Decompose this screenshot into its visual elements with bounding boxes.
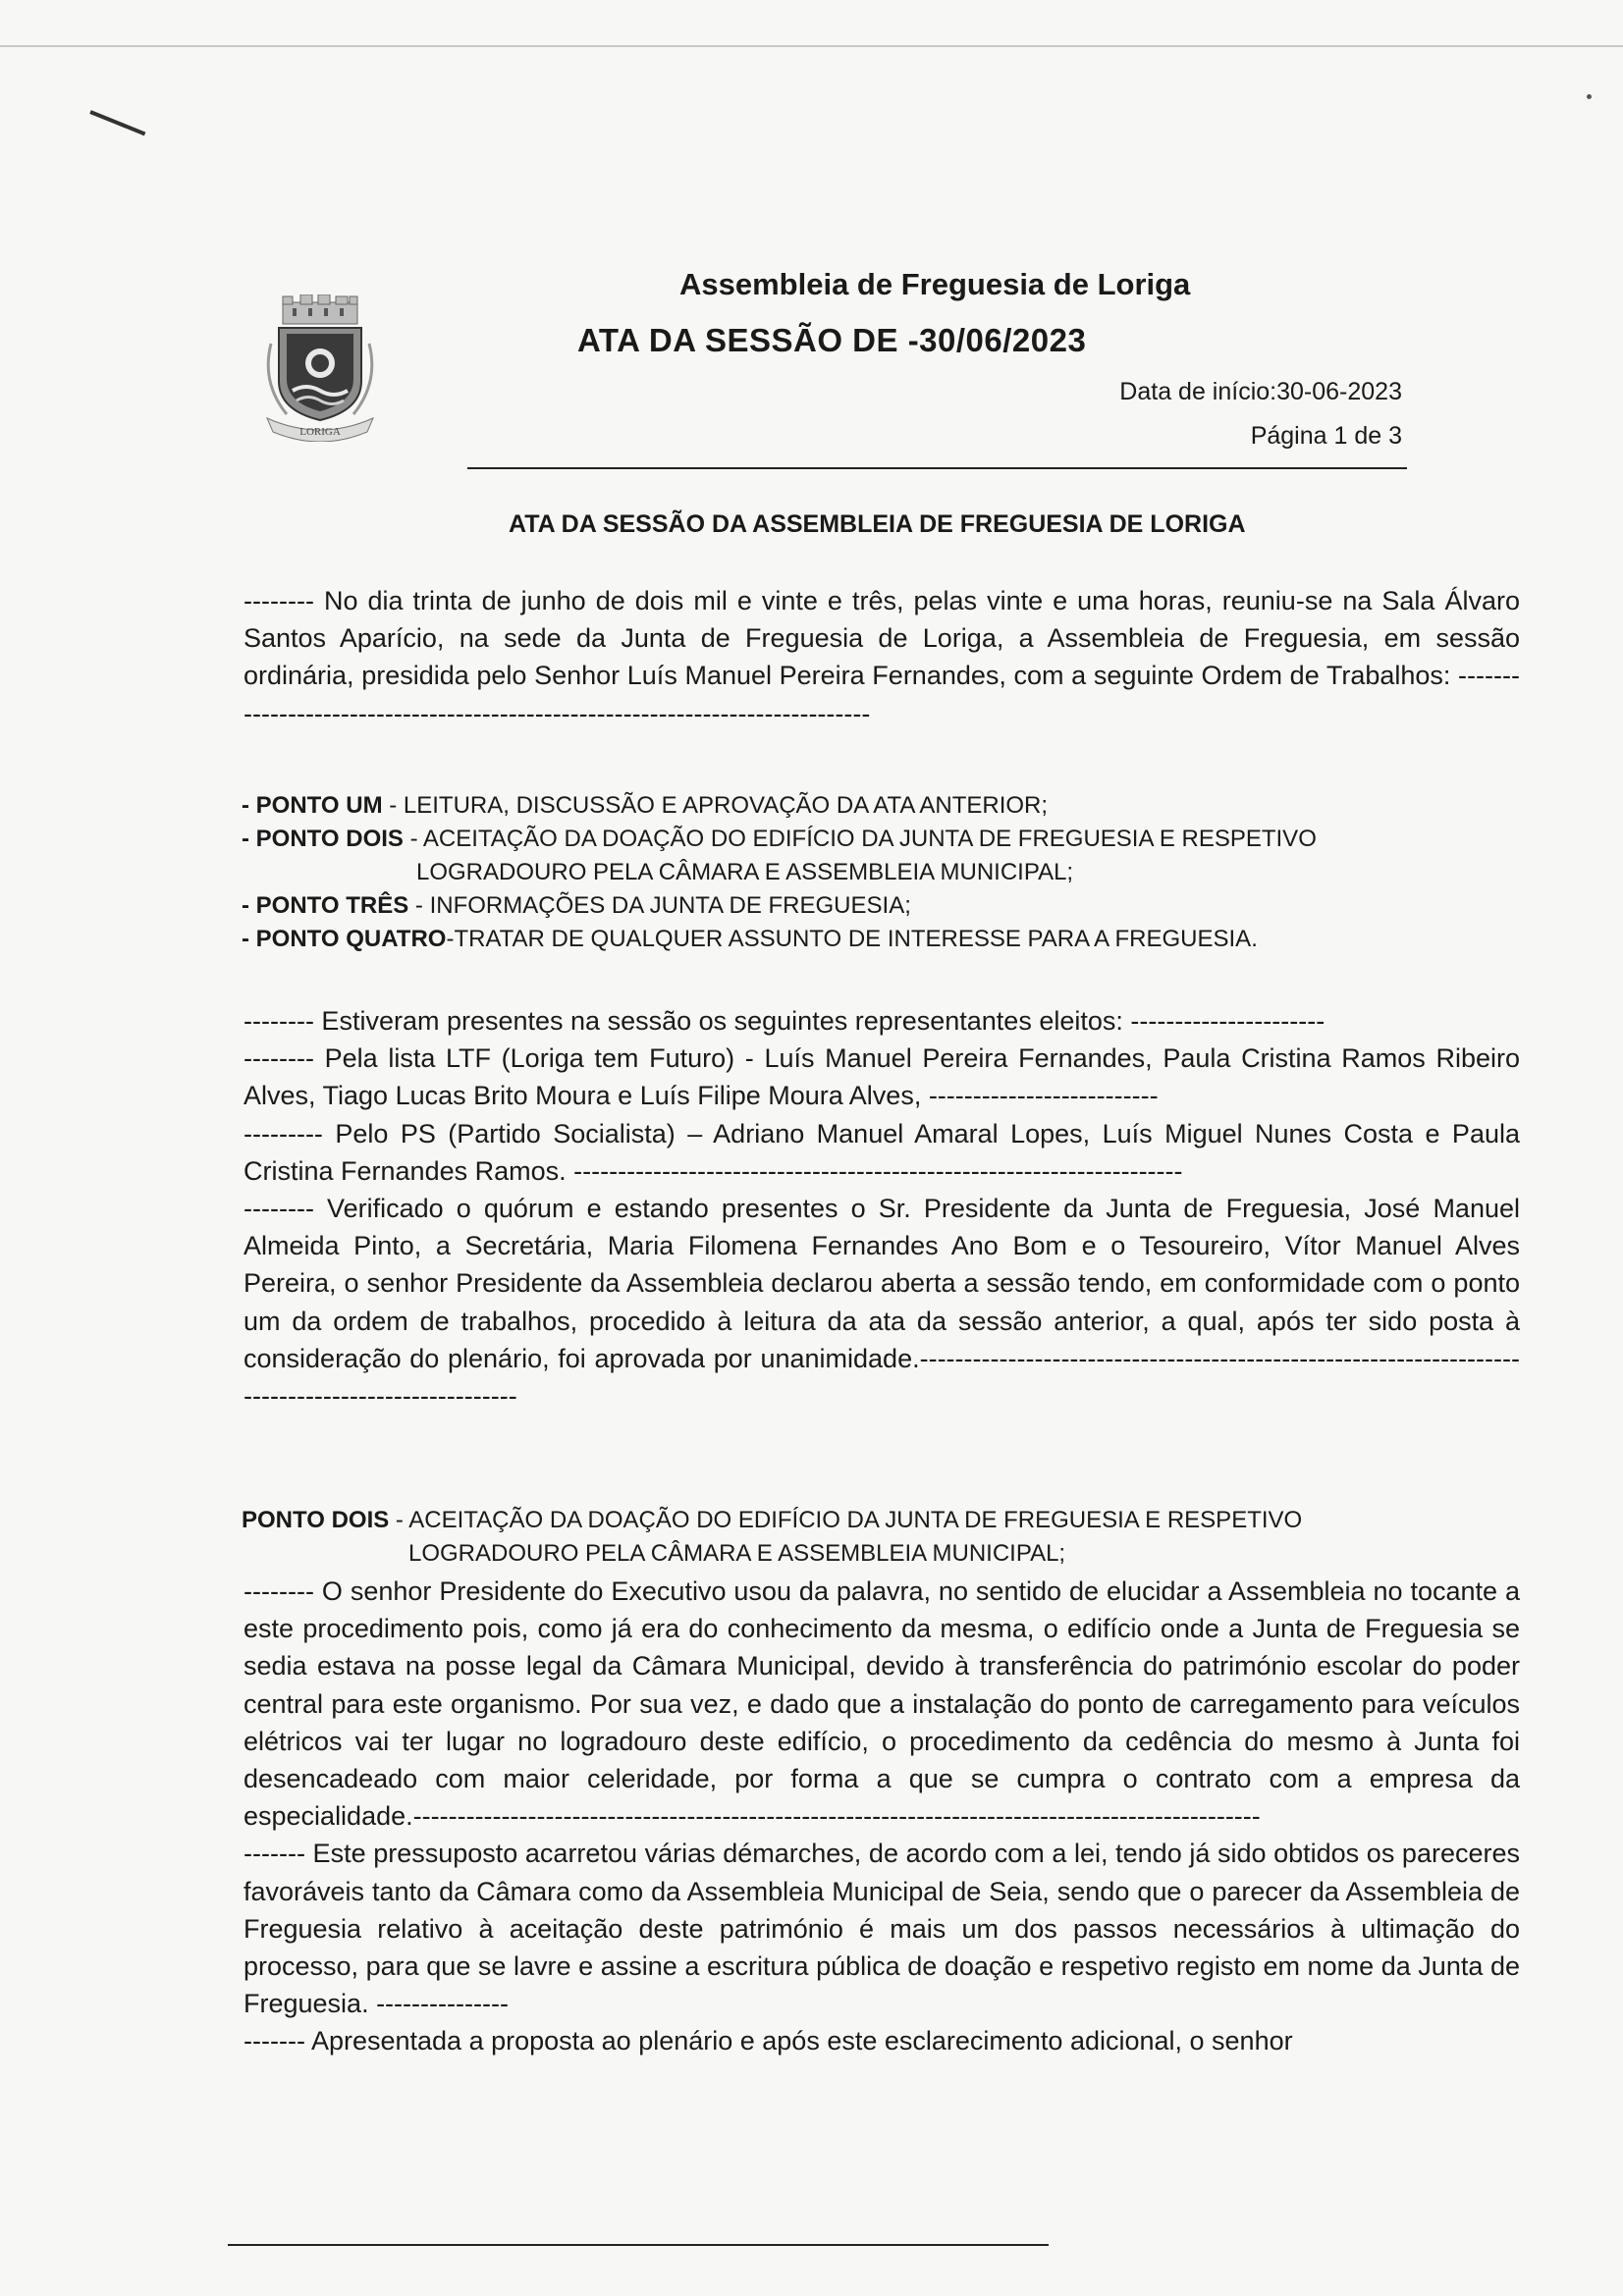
document-heading: ATA DA SESSÃO DA ASSEMBLEIA DE FREGUESIA DE LORIGA — [509, 510, 1246, 538]
point-two-body — [243, 1573, 1520, 2060]
attendance-paragraph: -------- Estiveram presentes na sessão os seguintes representantes eleitos: ---------------------- — [243, 1006, 1325, 1036]
page-number: Página 1 de 3 — [1250, 422, 1402, 450]
attendance-section — [243, 1002, 1520, 1415]
point-two-heading — [242, 1504, 1518, 1571]
attendance-paragraph: -------- Pela lista LTF (Loriga tem Futuro) - Luís Manuel Pereira Fernandes, Paula Cristina Ramos Ribeiro Alves, Tiago Lucas Brito Moura e Luís Filipe Moura Alves, -------------------------- — [243, 1043, 1520, 1111]
session-title: ATA DA SESSÃO DE -30/06/2023 — [577, 322, 1087, 358]
intro-paragraph — [243, 582, 1520, 732]
start-date: Data de início:30-06-2023 — [1119, 378, 1402, 405]
point-two-title: PONTO DOIS - ACEITAÇÃO DA DOAÇÃO DO EDIFÍCIO DA JUNTA DE FREGUESIA E RESPETIVO — [242, 1507, 1303, 1533]
point-two-paragraph: -------- O senhor Presidente do Executivo usou da palavra, no sentido de elucidar a Assembleia no tocante a este procedimento pois, como já era do conhecimento da mesma, o edifício onde a Junta de Freguesia se sedia estava na posse legal da Câmara Municipal, devido à transferência do património escolar do poder central para este organismo. Por sua vez, e dado que a instalação do ponto de carregamento para veículos elétricos vai ter lugar no logradouro deste edifício, o procedimento da cedência do mesmo à Junta foi desencadeado com maior celeridade, por forma a que se cumpra o contrato com a empresa da especialidade.------------------------------------------------------------------------------------------------ — [243, 1576, 1520, 1832]
loriga-crest-logo — [257, 294, 383, 442]
point-two-paragraph: ------- Este pressuposto acarretou várias démarches, de acordo com a lei, tendo já sido obtidos os pareceres favoráveis tanto da Câmara como da Assembleia Municipal de Seia, sendo que o parecer da Assembleia de Freguesia relativo à aceitação deste património é mais um dos passos necessários à ultimação do processo, para que se lavre e assine a escritura pública de doação e respetivo registo em nome da Junta de Freguesia. --------------- — [243, 1839, 1520, 2019]
footer-divider — [228, 2244, 1049, 2246]
crest-ribbon-text: LORIGA — [299, 426, 341, 438]
scan-dust-dot — [1587, 94, 1592, 99]
attendance-paragraph: --------- Pelo PS (Partido Socialista) – Adriano Manuel Amaral Lopes, Luís Miguel Nunes Costa e Paula Cristina Fernandes Ramos. --------------------------------------------------------------------- — [243, 1118, 1520, 1186]
point-two-paragraph: ------- Apresentada a proposta ao plenário e após este esclarecimento adicional, o senhor — [243, 2026, 1293, 2056]
header-divider — [467, 467, 1407, 469]
organization-name: Assembleia de Freguesia de Loriga — [679, 267, 1191, 301]
intro-text: -------- No dia trinta de junho de dois mil e vinte e três, pelas vinte e uma horas, reuniu-se na Sala Álvaro Santos Aparício, na sede da Junta de Freguesia de Loriga, a Assembleia de Freguesia, em sessão ordinária, presidida pelo Senhor Luís Manuel Pereira Fernandes, com a seguinte Ordem de Trabalhos: ------------------------------------------------------------------------------ — [243, 586, 1520, 728]
scan-pen-mark — [89, 110, 145, 135]
agenda-item: - PONTO QUATRO-TRATAR DE QUALQUER ASSUNTO DE INTERESSE PARA A FREGUESIA. — [242, 926, 1258, 952]
agenda-item-continuation: LOGRADOURO PELA CÂMARA E ASSEMBLEIA MUNICIPAL; — [416, 859, 1074, 885]
agenda-item: - PONTO DOIS - ACEITAÇÃO DA DOAÇÃO DO EDIFÍCIO DA JUNTA DE FREGUESIA E RESPETIVO — [242, 826, 1317, 852]
attendance-paragraph: -------- Verificado o quórum e estando presentes o Sr. Presidente da Junta de Freguesia, José Manuel Almeida Pinto, a Secretária, Maria Filomena Fernandes Ano Bom e o Tesoureiro, Vítor Manuel Alves Pereira, o senhor Presidente da Assembleia declarou aberta a sessão tendo, em conformidade com o ponto um da ordem de trabalhos, procedido à leitura da ata da sessão anterior, a qual, após ter sido posta à consideração do plenário, foi aprovada por unanimidade.--------------------------------------------------------------------------------------------------- — [243, 1194, 1520, 1412]
point-two-title-continuation: LOGRADOURO PELA CÂMARA E ASSEMBLEIA MUNICIPAL; — [408, 1540, 1066, 1567]
scan-edge-line — [0, 45, 1623, 47]
agenda-list — [242, 789, 1518, 956]
agenda-item: - PONTO UM - LEITURA, DISCUSSÃO E APROVAÇÃO DA ATA ANTERIOR; — [242, 792, 1049, 819]
agenda-item: - PONTO TRÊS - INFORMAÇÕES DA JUNTA DE FREGUESIA; — [242, 892, 911, 919]
